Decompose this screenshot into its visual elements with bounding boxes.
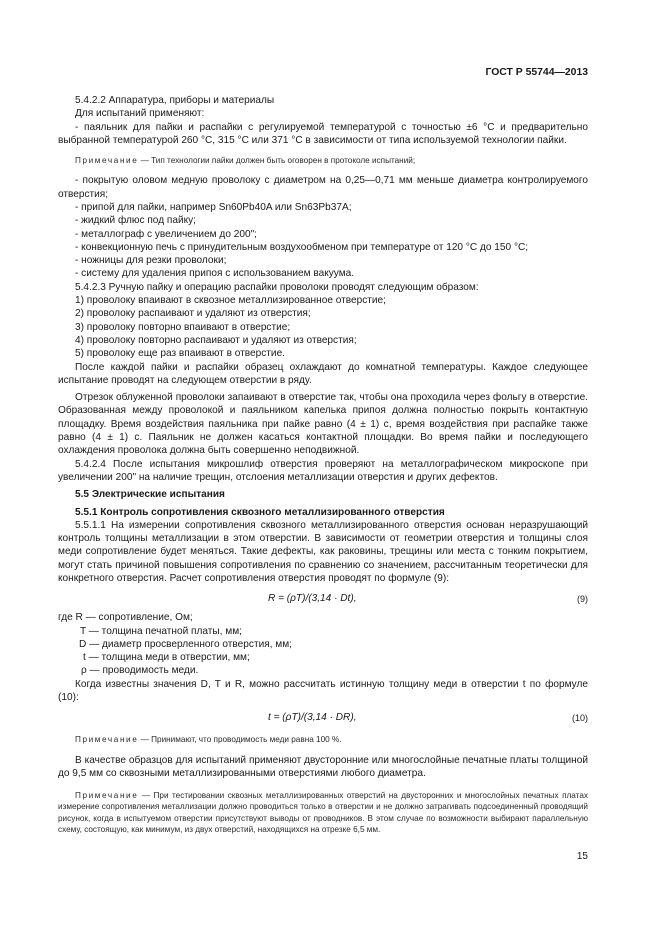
note-label: Примечание [75, 735, 139, 745]
paragraph: После каждой пайки и распайки образец охлаждают до комнатной температуры. Каждое следующее испытание проводят на следующем отверстии в ряду. [58, 361, 588, 386]
document-number: ГОСТ Р 55744—2013 [485, 67, 588, 78]
paragraph: 5.5.1.1 На измерении сопротивления сквозного металлизированного отверстия основан неразрушающий контроль толщины металлизации в этом отверстии. В зависимости от геометрии отверстия и толщины слоя меди сопротивление будет меняться. Такие дефекты, как раковины, трещины или места с тонким покрытием, могут стать причиной повышения сопротивления по сравнению со значением, рассчитанным теоретически для конкретного отверстия. Расчет сопротивления отверстия проводят по формуле (9): [58, 519, 588, 584]
formula-10-expression: t = (ρT)/(3,14 · DR), [268, 712, 357, 724]
note-label: Примечание [75, 156, 139, 166]
note-text: — Принимают, что проводимость меди равна 100 %. [138, 735, 342, 745]
definition-item: t — толщина меди в отверстии, мм; [83, 652, 250, 664]
note-label: Примечание [75, 791, 139, 801]
section-5-4-2-4: 5.4.2.4 После испытания микрошлиф отверстия проверяют на металлографическом микроскопе при увеличении 200" на наличие трещин, отслоения металлизации отверстия и других дефектов. [58, 458, 588, 483]
list-item: - покрытую оловом медную проволоку с диаметром на 0,25—0,71 мм меньше диаметра контролируемого отверстия; [58, 175, 588, 200]
formula-9-expression: R = (ρT)/(3,14 · Dt), [268, 593, 357, 605]
note-text: — При тестировании сквозных металлизированных отверстий на двусторонних и многослойных печатных платах измерение сопротивления металлизации должно проводиться только в отверстии и не должно затрагивать подсоединенный проводящий рисунок, когда в испытуемом отверстии присутствуют выводы от проводников. В этом случае по возможности выбирают параллельную схему, состоящую, как минимум, из двух отверстий, находящихся на отрезке 6,5 мм. [58, 791, 588, 834]
note-text: — Тип технологии пайки должен быть оговорен в протоколе испытаний; [138, 156, 416, 166]
list-item: - ножницы для резки проволоки; [75, 255, 227, 267]
step-item: 2) проволоку распаивают и удаляют из отверстия; [75, 308, 311, 320]
section-heading-5-5: 5.5 Электрические испытания [75, 489, 225, 501]
note [58, 155, 588, 166]
formula-9-number: (9) [577, 594, 588, 605]
page-number: 15 [576, 851, 588, 862]
paragraph: В качестве образцов для испытаний применяют двусторонние или многослойные печатные платы толщиной до 9,5 мм со сквозными металлизированными отверстиями любого диаметра. [58, 754, 588, 779]
definition-item: D — диаметр просверленного отверстия, мм; [79, 638, 292, 650]
formula-10 [58, 708, 588, 728]
definition-item: ρ — проводимость меди. [81, 665, 199, 677]
list-item: - припой для пайки, например Sn60Pb40A или Sn63Pb37A; [75, 201, 352, 213]
paragraph: Когда известны значения D, T и R, можно рассчитать истинную толщину меди в отверстии t по формуле (10): [58, 678, 588, 704]
variable-definitions [58, 611, 588, 677]
step-item: 4) проволоку повторно распаивают и удаляют из отверстия; [75, 334, 357, 346]
list-item: - металлограф с увеличением до 200"; [75, 228, 257, 240]
list-item: - жидкий флюс под пайку; [75, 215, 196, 227]
list-item: - систему для удаления припоя с использованием вакуума. [75, 268, 355, 280]
step-item: 3) проволоку повторно впаивают в отверстие; [75, 321, 291, 333]
section-heading-5-4-2-3: 5.4.2.3 Ручную пайку и операцию распайки проволоки проводят следующим образом: [75, 281, 479, 293]
paragraph: Для испытаний применяют: [75, 108, 205, 120]
section-heading-5-5-1: 5.5.1 Контроль сопротивления сквозного металлизированного отверстия [75, 506, 445, 518]
formula-10-number: (10) [571, 713, 588, 724]
section-heading-5-4-2-2: 5.4.2.2 Аппаратура, приборы и материалы [75, 95, 275, 106]
list-item: - конвекционную печь с принудительным воздухообменом при температуре от 120 °С до 150 °С; [75, 241, 529, 253]
formula-9 [58, 589, 588, 609]
step-item: 1) проволоку впаивают в сквозное металлизированное отверстие; [75, 295, 386, 307]
definition-item: где R — сопротивление, Ом; [58, 612, 193, 624]
note [58, 734, 588, 745]
page-content [58, 94, 588, 835]
note [58, 790, 588, 835]
list-item: - паяльник для пайки и распайки с регулируемой температурой с точностью ±6 °С и предварительно выбранной температурой 260 °С, 315 °С или 371 °С в зависимости от типа используемой технологии пайки. [58, 121, 588, 146]
step-item: 5) проволоку еще раз впаивают в отверстие. [75, 348, 285, 360]
paragraph: Отрезок облуженной проволоки запаивают в отверстие так, чтобы она проходила через фольгу в отверстие. Образованная между проволокой и паяльником капелька припоя должна полностью покрыть контактную площадку. Время воздействия паяльника при пайке равно (4 ± 1) с, время воздействия при распайке также равно (4 ± 1) с. Паяльник не должен касаться контактной площадки. Во время пайки и последующего охлаждения проволока должна быть совершенно неподвижной. [58, 392, 588, 457]
definition-item: T — толщина печатной платы, мм; [80, 625, 242, 637]
